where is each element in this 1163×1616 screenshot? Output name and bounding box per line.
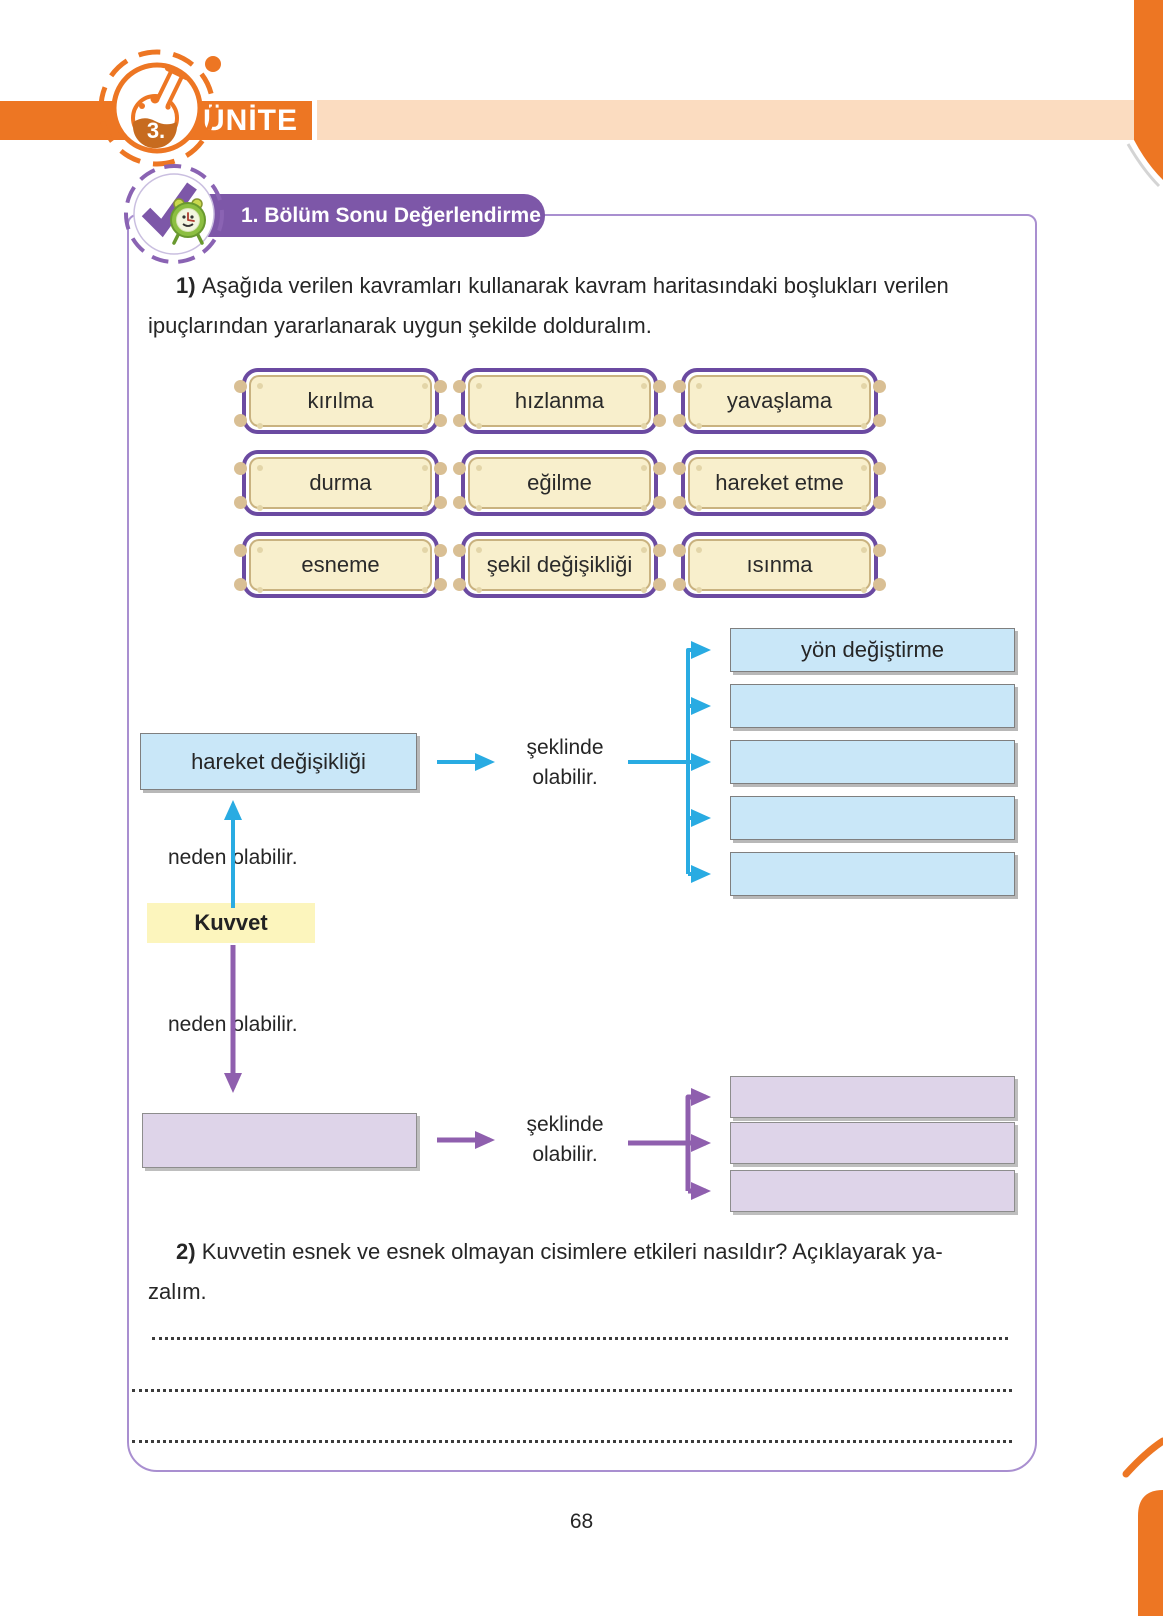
unit-label: ÜNİTE [203, 104, 298, 137]
accent-dot [205, 56, 221, 72]
rope-bow-icon [434, 462, 447, 475]
bubble [139, 103, 145, 109]
pin-dots [696, 547, 702, 553]
bubble [165, 104, 170, 109]
rope-bow-icon [234, 380, 247, 393]
rope-bow-icon [873, 380, 886, 393]
branch-box-upper-2-blank[interactable] [730, 684, 1015, 728]
rope-bow-icon [673, 462, 686, 475]
concept-tag [242, 450, 439, 516]
rope-bow-icon [434, 544, 447, 557]
branch-box-lower-3-blank[interactable] [730, 1170, 1015, 1212]
rope-bow-icon [453, 544, 466, 557]
pin-dots [476, 383, 482, 389]
alarm-clock [171, 199, 205, 243]
pin-dots [257, 383, 263, 389]
question-2-number: 2) [176, 1239, 196, 1264]
rope-bow-icon [673, 544, 686, 557]
map-root-motion-box: hareket değişikliği [140, 733, 417, 790]
concept-tag [681, 532, 878, 598]
question-2-line1: Kuvvetin esnek ve esnek olmayan cisimlere etkileri nasıldır? Açıklayarak ya- [201, 1239, 943, 1264]
concept-tag-label: yavaşlama [726, 388, 833, 413]
question-2 [148, 1232, 1012, 1312]
concept-tag-label: hareket etme [715, 470, 844, 495]
rope-bow-icon [453, 380, 466, 393]
concept-tag-label: şekil değişikliği [486, 552, 633, 577]
concept-tag [681, 450, 878, 516]
rope-bow-icon [653, 544, 666, 557]
concept-tag [461, 532, 658, 598]
rope-bow-icon [234, 462, 247, 475]
answer-line-1[interactable] [152, 1337, 1008, 1340]
concept-tag-label: hızlanma [514, 388, 605, 413]
clock-mascot-icon [118, 158, 230, 270]
pin-dots [476, 465, 482, 471]
branch-box-lower-1-blank[interactable] [730, 1076, 1015, 1118]
concept-tag-label: eğilme [527, 470, 592, 495]
rope-bow-icon [873, 462, 886, 475]
rope-bow-icon [434, 380, 447, 393]
branch-box-upper-4-blank[interactable] [730, 796, 1015, 840]
concept-tag-label: ısınma [746, 552, 813, 577]
branch-box-lower-2-blank[interactable] [730, 1122, 1015, 1164]
page-number: 68 [569, 1510, 594, 1533]
rope-bow-icon [673, 380, 686, 393]
kuvvet-box: Kuvvet [147, 903, 315, 943]
rope-bow-icon [873, 544, 886, 557]
rope-bow-icon [653, 380, 666, 393]
unit-number: 3. [146, 118, 166, 143]
branch-box-upper-3-blank[interactable] [730, 740, 1015, 784]
rope-bow-icon [234, 544, 247, 557]
concept-tag [461, 450, 658, 516]
rope-bow-icon [653, 462, 666, 475]
connector-label-upper: şeklinde olabilir. [503, 733, 627, 793]
concept-tag [681, 368, 878, 434]
concept-tag-label: esneme [301, 552, 380, 577]
connector-label-lower: şeklinde olabilir. [503, 1110, 627, 1170]
answer-line-2[interactable] [132, 1389, 1012, 1392]
answer-line-3[interactable] [132, 1440, 1012, 1443]
rope-bow-icon [453, 462, 466, 475]
pin-dots [476, 547, 482, 553]
question-1-number: 1) [176, 273, 196, 298]
question-1 [148, 266, 1012, 346]
question-2-line2: zalım. [148, 1279, 207, 1304]
branch-box-upper-1: yön değiştirme [730, 628, 1015, 672]
concept-tag-label: durma [309, 470, 372, 495]
pin-dots [257, 465, 263, 471]
concept-tag-label: kırılma [307, 388, 374, 413]
concept-tag [461, 368, 658, 434]
map-root-shape-box-blank[interactable] [142, 1113, 417, 1168]
cause-label-upper: neden olabilir. [162, 846, 304, 870]
section-title: 1. Bölüm Sonu Değerlendirme [241, 204, 541, 227]
cause-label-lower: neden olabilir. [162, 1013, 304, 1037]
branch-box-upper-5-blank[interactable] [730, 852, 1015, 896]
concept-tag [242, 532, 439, 598]
question-1-line2: ipuçlarından yararlanarak uygun şekilde dolduralım. [148, 313, 652, 338]
question-1-line1: Aşağıda verilen kavramları kullanarak kavram haritasındaki boşlukları verilen [201, 273, 949, 298]
concept-tag [242, 368, 439, 434]
bubble [151, 95, 160, 104]
pin-dots [696, 465, 702, 471]
pin-dots [696, 383, 702, 389]
pin-dots [257, 547, 263, 553]
evaluation-badge [118, 158, 230, 270]
